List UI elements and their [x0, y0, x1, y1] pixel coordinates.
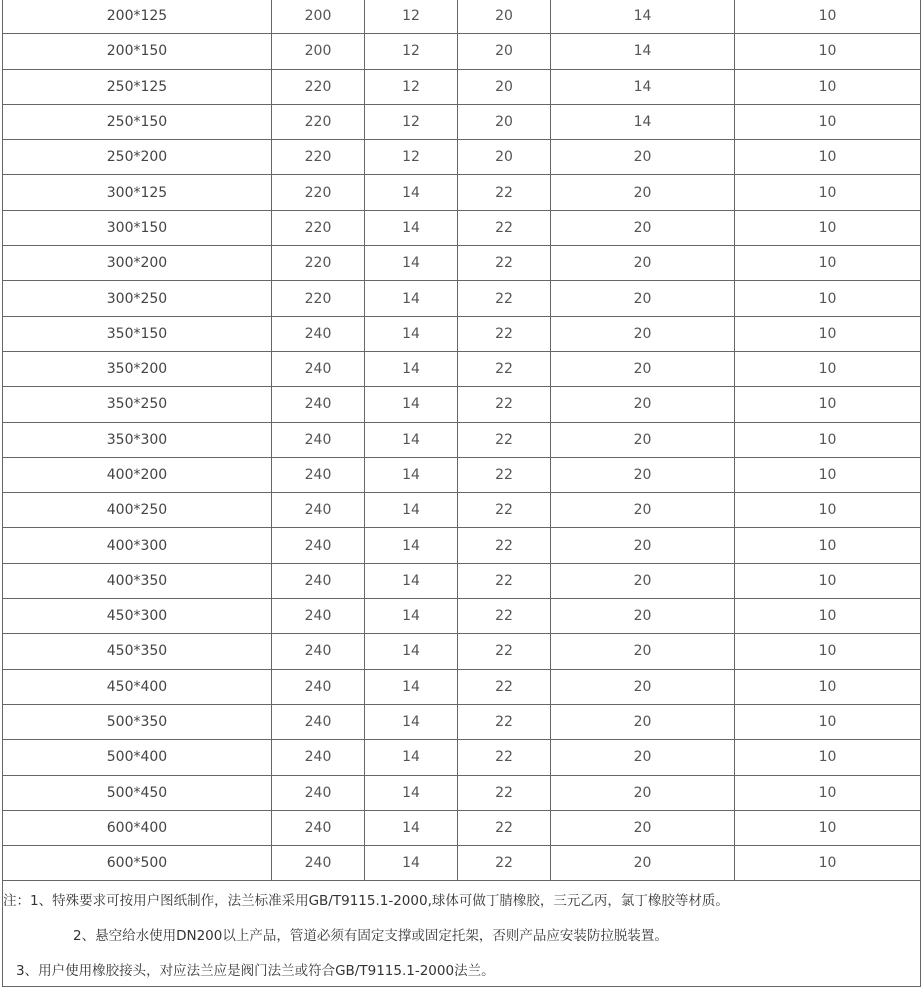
- col-3-cell: 14: [365, 281, 458, 316]
- col-4-cell: 22: [458, 351, 551, 386]
- table-row: [3, 422, 921, 457]
- col-4-cell: 22: [458, 775, 551, 810]
- col-3-cell: 14: [365, 528, 458, 563]
- size-cell: 600*400: [3, 810, 272, 845]
- table-row: [3, 493, 921, 528]
- table-row: [3, 69, 921, 104]
- col-2-cell: 240: [272, 493, 365, 528]
- col-3-cell: 14: [365, 810, 458, 845]
- col-6-cell: 10: [735, 34, 921, 69]
- col-5-cell: 20: [551, 846, 735, 881]
- col-5-cell: 20: [551, 599, 735, 634]
- col-2-cell: 240: [272, 810, 365, 845]
- col-5-cell: 14: [551, 0, 735, 34]
- col-4-cell: 22: [458, 634, 551, 669]
- col-2-cell: 220: [272, 210, 365, 245]
- size-cell: 350*250: [3, 387, 272, 422]
- col-3-cell: 12: [365, 34, 458, 69]
- col-6-cell: 10: [735, 563, 921, 598]
- col-6-cell: 10: [735, 351, 921, 386]
- col-4-cell: 22: [458, 493, 551, 528]
- col-4-cell: 22: [458, 563, 551, 598]
- table-row: [3, 810, 921, 845]
- note-2: 2、悬空给水使用DN200以上产品，管道必须有固定支撑或固定托架，否则产品应安装防拉脱装置。: [3, 916, 921, 951]
- col-2-cell: 240: [272, 669, 365, 704]
- col-3-cell: 14: [365, 669, 458, 704]
- size-cell: 200*150: [3, 34, 272, 69]
- col-2-cell: 240: [272, 387, 365, 422]
- col-4-cell: 22: [458, 281, 551, 316]
- note-row: [3, 881, 921, 917]
- table-row: [3, 704, 921, 739]
- size-cell: 250*150: [3, 104, 272, 139]
- table-row: [3, 599, 921, 634]
- col-6-cell: 10: [735, 810, 921, 845]
- spec-table: [2, 0, 921, 987]
- col-5-cell: 20: [551, 210, 735, 245]
- col-3-cell: 12: [365, 140, 458, 175]
- table-row: [3, 246, 921, 281]
- table-row: [3, 104, 921, 139]
- col-2-cell: 240: [272, 846, 365, 881]
- col-4-cell: 22: [458, 175, 551, 210]
- table-row: [3, 528, 921, 563]
- col-5-cell: 20: [551, 740, 735, 775]
- col-4-cell: 20: [458, 69, 551, 104]
- col-2-cell: 240: [272, 704, 365, 739]
- col-5-cell: 14: [551, 69, 735, 104]
- col-6-cell: 10: [735, 457, 921, 492]
- col-5-cell: 20: [551, 810, 735, 845]
- size-cell: 250*200: [3, 140, 272, 175]
- col-6-cell: 10: [735, 246, 921, 281]
- col-2-cell: 220: [272, 104, 365, 139]
- size-cell: 300*200: [3, 246, 272, 281]
- table-row: [3, 457, 921, 492]
- col-3-cell: 14: [365, 351, 458, 386]
- note-row: [3, 916, 921, 951]
- size-cell: 500*400: [3, 740, 272, 775]
- size-cell: 250*125: [3, 69, 272, 104]
- col-2-cell: 240: [272, 740, 365, 775]
- col-2-cell: 220: [272, 246, 365, 281]
- col-3-cell: 14: [365, 704, 458, 739]
- col-3-cell: 14: [365, 457, 458, 492]
- col-4-cell: 22: [458, 810, 551, 845]
- table-row: [3, 846, 921, 881]
- col-6-cell: 10: [735, 740, 921, 775]
- col-2-cell: 240: [272, 316, 365, 351]
- col-3-cell: 12: [365, 69, 458, 104]
- col-6-cell: 10: [735, 316, 921, 351]
- size-cell: 350*300: [3, 422, 272, 457]
- size-cell: 600*500: [3, 846, 272, 881]
- col-6-cell: 10: [735, 387, 921, 422]
- col-6-cell: 10: [735, 669, 921, 704]
- col-6-cell: 10: [735, 422, 921, 457]
- table-row: [3, 210, 921, 245]
- col-4-cell: 22: [458, 387, 551, 422]
- col-4-cell: 22: [458, 246, 551, 281]
- col-4-cell: 22: [458, 599, 551, 634]
- col-6-cell: 10: [735, 175, 921, 210]
- col-2-cell: 240: [272, 528, 365, 563]
- col-6-cell: 10: [735, 846, 921, 881]
- col-6-cell: 10: [735, 140, 921, 175]
- col-2-cell: 240: [272, 563, 365, 598]
- col-2-cell: 200: [272, 34, 365, 69]
- col-5-cell: 20: [551, 140, 735, 175]
- col-6-cell: 10: [735, 599, 921, 634]
- col-2-cell: 240: [272, 351, 365, 386]
- col-3-cell: 14: [365, 422, 458, 457]
- col-6-cell: 10: [735, 69, 921, 104]
- col-3-cell: 12: [365, 104, 458, 139]
- col-4-cell: 20: [458, 0, 551, 34]
- size-cell: 400*250: [3, 493, 272, 528]
- col-5-cell: 20: [551, 704, 735, 739]
- col-2-cell: 240: [272, 634, 365, 669]
- col-5-cell: 14: [551, 34, 735, 69]
- col-4-cell: 20: [458, 140, 551, 175]
- col-6-cell: 10: [735, 704, 921, 739]
- table-row: [3, 281, 921, 316]
- col-3-cell: 14: [365, 634, 458, 669]
- note-1: 注：1、特殊要求可按用户图纸制作，法兰标准采用GB/T9115.1-2000,球体可做丁腈橡胶，三元乙丙，氯丁橡胶等材质。: [3, 881, 921, 917]
- col-4-cell: 22: [458, 422, 551, 457]
- table-row: [3, 740, 921, 775]
- col-2-cell: 220: [272, 281, 365, 316]
- col-6-cell: 10: [735, 528, 921, 563]
- col-2-cell: 240: [272, 457, 365, 492]
- size-cell: 450*350: [3, 634, 272, 669]
- table-row: [3, 387, 921, 422]
- table-row: [3, 351, 921, 386]
- size-cell: 500*450: [3, 775, 272, 810]
- col-5-cell: 20: [551, 281, 735, 316]
- col-5-cell: 20: [551, 775, 735, 810]
- spec-table-body: [3, 0, 921, 881]
- note-row: [3, 951, 921, 987]
- col-4-cell: 22: [458, 457, 551, 492]
- col-3-cell: 14: [365, 175, 458, 210]
- col-5-cell: 20: [551, 457, 735, 492]
- col-5-cell: 20: [551, 246, 735, 281]
- col-3-cell: 14: [365, 387, 458, 422]
- col-6-cell: 10: [735, 104, 921, 139]
- table-row: [3, 0, 921, 34]
- col-2-cell: 240: [272, 422, 365, 457]
- col-6-cell: 10: [735, 634, 921, 669]
- col-3-cell: 14: [365, 493, 458, 528]
- col-2-cell: 200: [272, 0, 365, 34]
- size-cell: 300*250: [3, 281, 272, 316]
- col-3-cell: 14: [365, 246, 458, 281]
- col-5-cell: 20: [551, 493, 735, 528]
- col-2-cell: 220: [272, 175, 365, 210]
- col-4-cell: 22: [458, 704, 551, 739]
- col-3-cell: 14: [365, 740, 458, 775]
- col-5-cell: 20: [551, 528, 735, 563]
- col-2-cell: 240: [272, 599, 365, 634]
- col-3-cell: 14: [365, 563, 458, 598]
- col-3-cell: 12: [365, 0, 458, 34]
- col-5-cell: 20: [551, 422, 735, 457]
- size-cell: 350*150: [3, 316, 272, 351]
- col-4-cell: 22: [458, 210, 551, 245]
- col-4-cell: 20: [458, 104, 551, 139]
- notes-section: [3, 881, 921, 987]
- size-cell: 400*200: [3, 457, 272, 492]
- col-6-cell: 10: [735, 493, 921, 528]
- col-3-cell: 14: [365, 316, 458, 351]
- size-cell: 500*350: [3, 704, 272, 739]
- table-row: [3, 634, 921, 669]
- size-cell: 300*150: [3, 210, 272, 245]
- col-5-cell: 14: [551, 104, 735, 139]
- col-5-cell: 20: [551, 351, 735, 386]
- table-row: [3, 175, 921, 210]
- col-5-cell: 20: [551, 563, 735, 598]
- col-6-cell: 10: [735, 775, 921, 810]
- col-2-cell: 220: [272, 69, 365, 104]
- col-4-cell: 22: [458, 669, 551, 704]
- col-4-cell: 20: [458, 34, 551, 69]
- col-3-cell: 14: [365, 775, 458, 810]
- note-3: 3、用户使用橡胶接头，对应法兰应是阀门法兰或符合GB/T9115.1-2000法兰。: [3, 951, 921, 987]
- col-6-cell: 10: [735, 210, 921, 245]
- col-5-cell: 20: [551, 634, 735, 669]
- col-4-cell: 22: [458, 740, 551, 775]
- size-cell: 300*125: [3, 175, 272, 210]
- col-5-cell: 20: [551, 387, 735, 422]
- size-cell: 400*350: [3, 563, 272, 598]
- col-4-cell: 22: [458, 846, 551, 881]
- col-2-cell: 220: [272, 140, 365, 175]
- col-2-cell: 240: [272, 775, 365, 810]
- size-cell: 200*125: [3, 0, 272, 34]
- table-row: [3, 775, 921, 810]
- col-5-cell: 20: [551, 669, 735, 704]
- col-5-cell: 20: [551, 316, 735, 351]
- table-row: [3, 563, 921, 598]
- table-row: [3, 140, 921, 175]
- table-row: [3, 669, 921, 704]
- size-cell: 350*200: [3, 351, 272, 386]
- col-3-cell: 14: [365, 210, 458, 245]
- col-3-cell: 14: [365, 599, 458, 634]
- col-6-cell: 10: [735, 281, 921, 316]
- size-cell: 450*300: [3, 599, 272, 634]
- table-row: [3, 316, 921, 351]
- col-3-cell: 14: [365, 846, 458, 881]
- size-cell: 450*400: [3, 669, 272, 704]
- col-4-cell: 22: [458, 528, 551, 563]
- col-4-cell: 22: [458, 316, 551, 351]
- size-cell: 400*300: [3, 528, 272, 563]
- table-row: [3, 34, 921, 69]
- col-6-cell: 10: [735, 0, 921, 34]
- col-5-cell: 20: [551, 175, 735, 210]
